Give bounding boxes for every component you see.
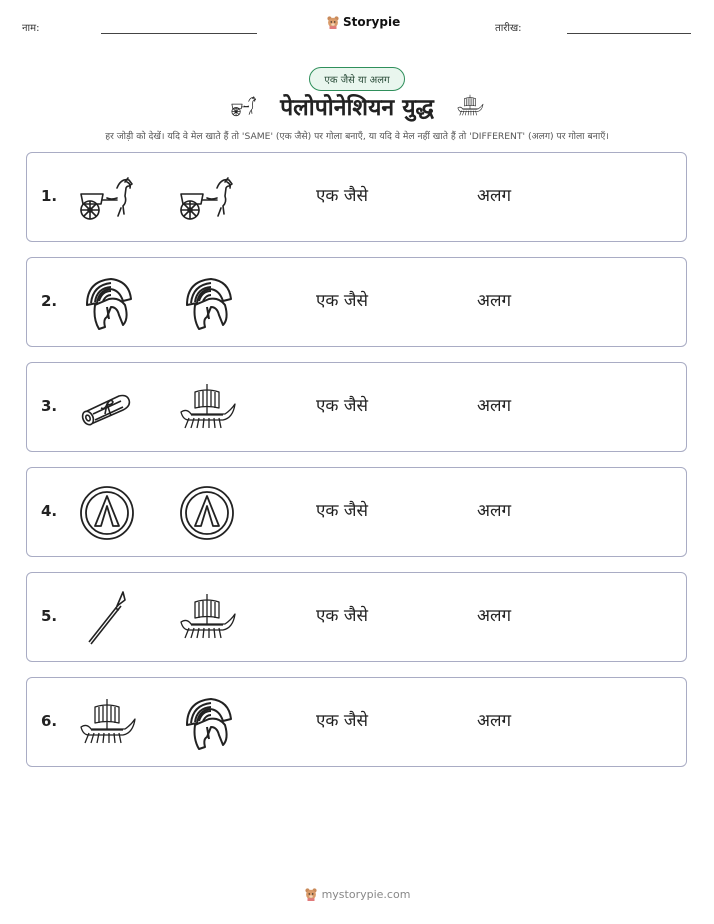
scroll-icon [77,378,137,438]
name-label: नाम: [22,23,40,34]
trireme-icon [453,92,487,120]
option-different[interactable]: अलग [477,606,512,626]
pair-number: 5. [41,607,58,625]
trireme-icon [177,378,237,438]
pair-number: 4. [41,502,58,520]
chariot-icon [77,168,137,228]
option-different[interactable]: अलग [477,186,512,206]
pair-row [26,467,687,557]
pair-number: 1. [41,187,58,205]
shield-icon [77,483,137,543]
pair-row [26,677,687,767]
option-different[interactable]: अलग [477,711,512,731]
name-line[interactable] [101,33,257,34]
shield-icon [177,483,237,543]
date-line[interactable] [567,33,691,34]
brand-name: Storypie [343,15,401,29]
chariot-icon [227,92,261,120]
footer-url: mystorypie.com [321,887,411,901]
instructions: हर जोड़ी को देखें। यदि वे मेल खाते हैं तो 'SAME' (एक जैसे) पर गोला बनाएँ, या यदि वे मेल नहीं खाते हैं तो 'DIFFERENT' (अलग) पर गोला बनाएँ। [105,131,609,142]
option-same[interactable]: एक जैसे [316,501,368,521]
helmet-icon [177,273,237,333]
option-same[interactable]: एक जैसे [316,396,368,416]
worksheet-type-badge: एक जैसे या अलग [309,67,405,91]
worksheet-header [0,0,714,50]
pair-number: 3. [41,397,58,415]
footer [0,886,714,902]
option-same[interactable]: एक जैसे [316,186,368,206]
page-title: पेलोपोनेशियन युद्ध [280,95,434,121]
date-label: तारीख: [495,23,522,34]
bear-icon [304,886,318,902]
pair-row [26,362,687,452]
pair-number: 2. [41,292,58,310]
helmet-icon [177,693,237,753]
brand-logo [326,14,400,30]
option-same[interactable]: एक जैसे [316,291,368,311]
option-different[interactable]: अलग [477,396,512,416]
option-same[interactable]: एक जैसे [316,711,368,731]
title-row [0,90,714,122]
pair-row [26,152,687,242]
option-different[interactable]: अलग [477,291,512,311]
option-same[interactable]: एक जैसे [316,606,368,626]
trireme-icon [77,693,137,753]
pair-number: 6. [41,712,58,730]
spear-icon [77,588,137,648]
bear-icon [326,14,340,30]
helmet-icon [77,273,137,333]
trireme-icon [177,588,237,648]
pair-row [26,572,687,662]
pair-row [26,257,687,347]
chariot-icon [177,168,237,228]
option-different[interactable]: अलग [477,501,512,521]
